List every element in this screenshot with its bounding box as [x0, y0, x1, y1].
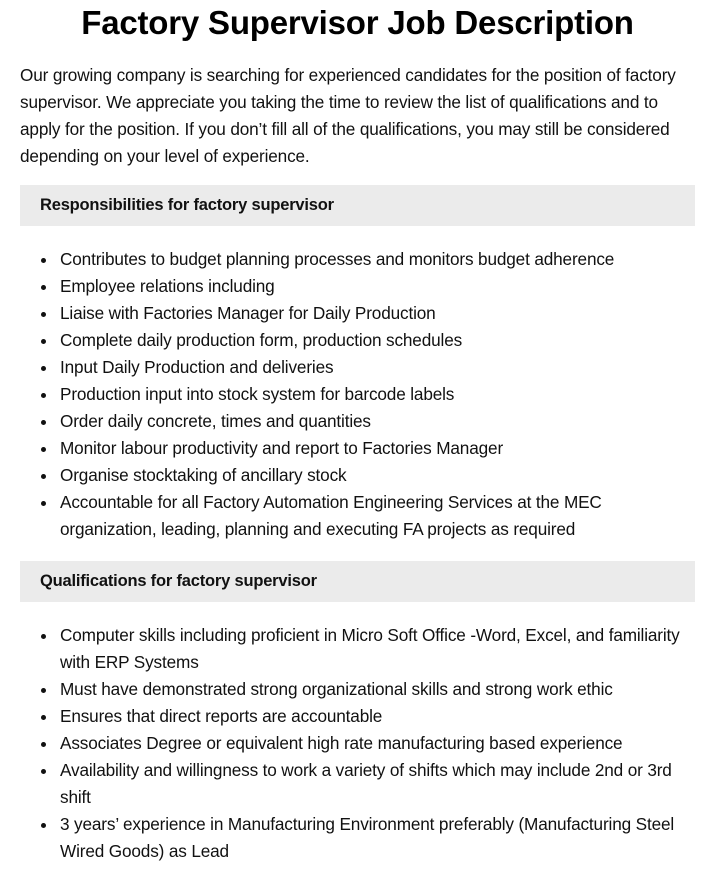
qualifications-list: [20, 622, 695, 865]
list-item: Organise stocktaking of ancillary stock: [60, 462, 695, 489]
bullet-icon: [41, 366, 46, 371]
list-item: Contributes to budget planning processes and monitors budget adherence: [60, 246, 695, 273]
list-item: Accountable for all Factory Automation Engineering Services at the MEC organization, leading, planning and executing FA projects as required: [60, 489, 695, 543]
responsibilities-list: [20, 246, 695, 543]
bullet-icon: [41, 474, 46, 479]
list-item: Input Daily Production and deliveries: [60, 354, 695, 381]
list-item: Availability and willingness to work a variety of shifts which may include 2nd or 3rd shift: [60, 757, 695, 811]
bullet-icon: [41, 634, 46, 639]
list-item: Order daily concrete, times and quantities: [60, 408, 695, 435]
bullet-icon: [41, 258, 46, 263]
list-item: Ensures that direct reports are accountable: [60, 703, 695, 730]
bullet-icon: [41, 447, 46, 452]
bullet-icon: [41, 420, 46, 425]
responsibilities-heading: Responsibilities for factory supervisor: [20, 185, 695, 226]
bullet-icon: [41, 501, 46, 506]
bullet-icon: [41, 339, 46, 344]
list-item: Associates Degree or equivalent high rate manufacturing based experience: [60, 730, 695, 757]
list-item: Production input into stock system for barcode labels: [60, 381, 695, 408]
bullet-icon: [41, 312, 46, 317]
page-title: Factory Supervisor Job Description: [81, 4, 634, 41]
bullet-icon: [41, 285, 46, 290]
bullet-icon: [41, 769, 46, 774]
bullet-icon: [41, 688, 46, 693]
list-item: Monitor labour productivity and report to Factories Manager: [60, 435, 695, 462]
intro-paragraph: Our growing company is searching for experienced candidates for the position of factory supervisor. We appreciate you taking the time to review the list of qualifications and to apply for the position. If you don’t fill all of the qualifications, you may still be considered depending on your level of experience.: [20, 65, 676, 166]
list-item: Employee relations including: [60, 273, 695, 300]
list-item: Complete daily production form, production schedules: [60, 327, 695, 354]
list-item: Computer skills including proficient in Micro Soft Office -Word, Excel, and familiarity with ERP Systems: [60, 622, 695, 676]
list-item: 3 years’ experience in Manufacturing Environment preferably (Manufacturing Steel Wired Goods) as Lead: [60, 811, 695, 865]
list-item: Must have demonstrated strong organizational skills and strong work ethic: [60, 676, 695, 703]
qualifications-heading: Qualifications for factory supervisor: [20, 561, 695, 602]
bullet-icon: [41, 393, 46, 398]
bullet-icon: [41, 715, 46, 720]
list-item: Liaise with Factories Manager for Daily Production: [60, 300, 695, 327]
bullet-icon: [41, 823, 46, 828]
bullet-icon: [41, 742, 46, 747]
